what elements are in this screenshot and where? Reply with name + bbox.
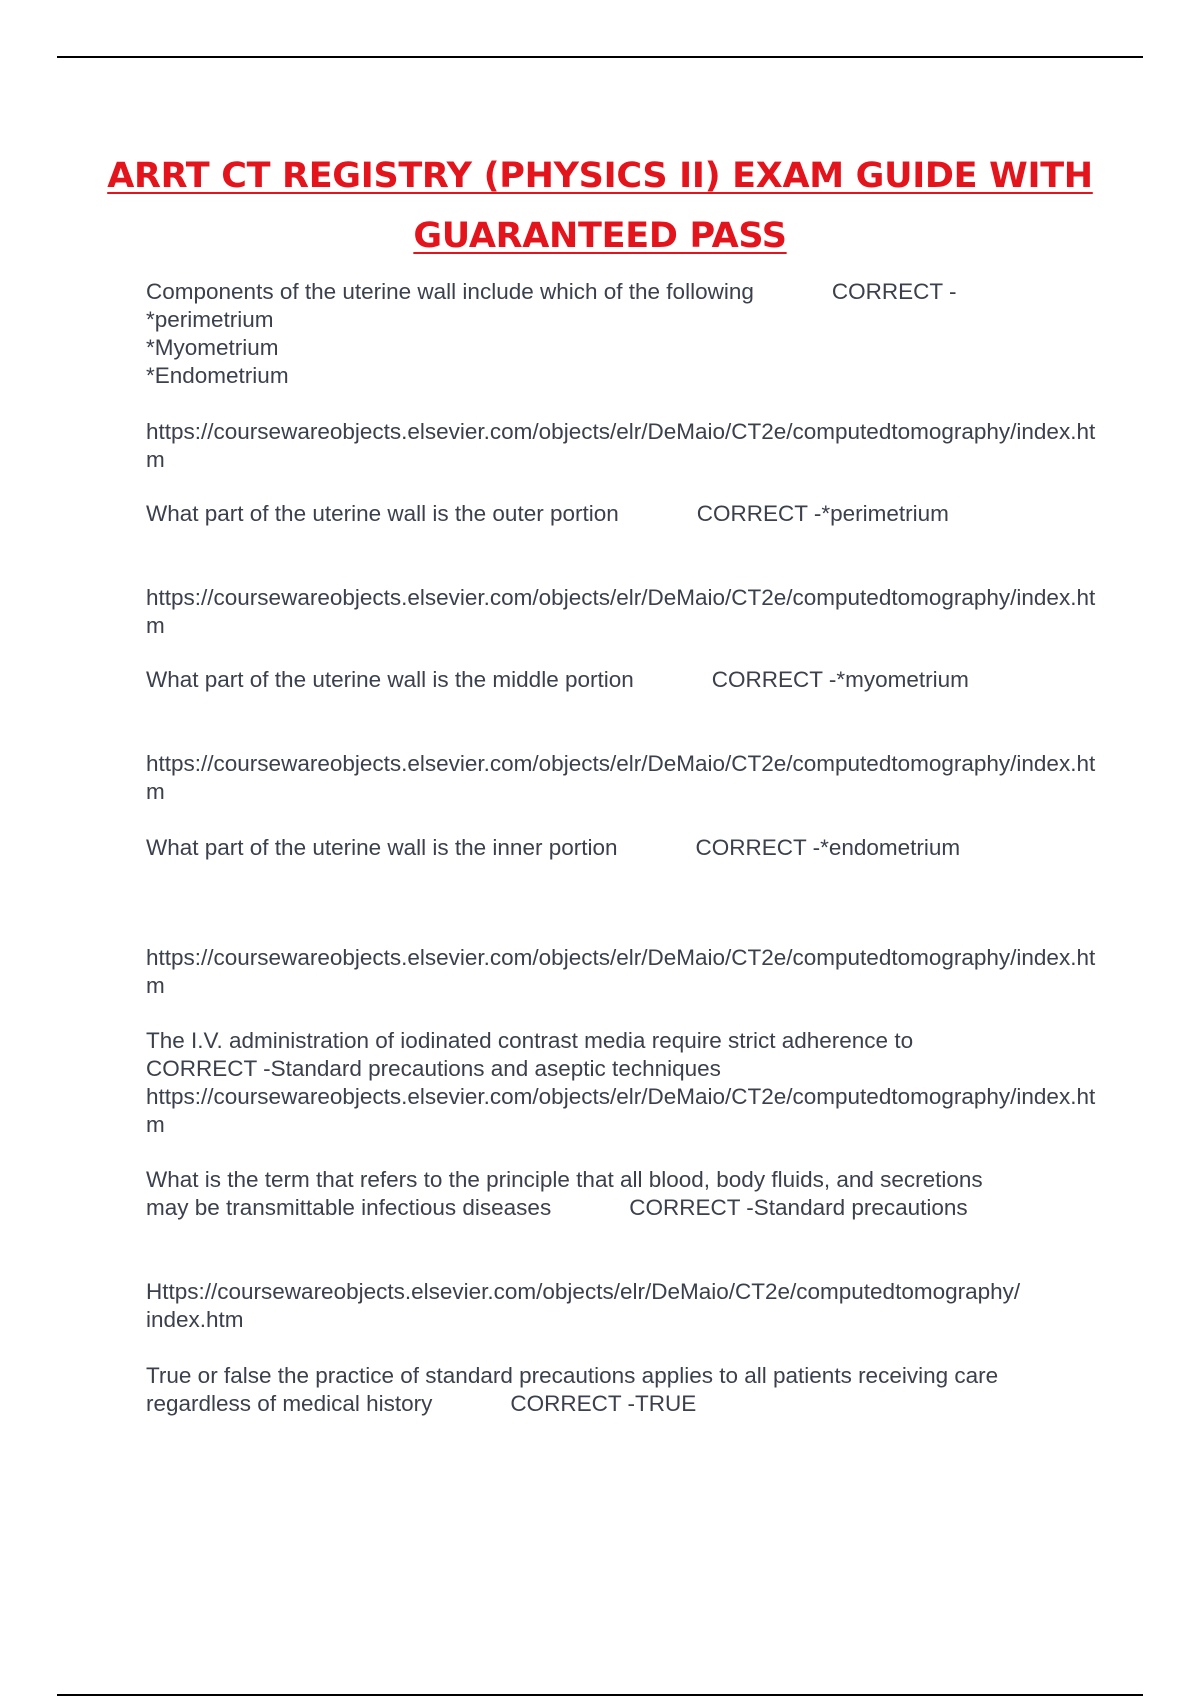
answer-text: CORRECT -*endometrium [695,835,961,860]
qa-item-7 [146,1362,1096,1418]
document-title [100,146,1100,266]
question-text: What part of the uterine wall is the outer portion [146,501,619,526]
question-text-line-1: True or false the practice of standard precautions applies to all patients receiving care [146,1363,999,1388]
reference-link-3 [146,750,1096,806]
question-text-line-2: regardless of medical history [146,1391,433,1416]
reference-url-line-2[interactable]: index.htm [146,1307,244,1332]
answer-text: CORRECT -Standard precautions [629,1195,968,1220]
reference-url[interactable]: https://coursewareobjects.elsevier.com/objects/elr/DeMaio/CT2e/computedtomography/index.htm [146,1084,1096,1137]
reference-url[interactable]: https://coursewareobjects.elsevier.com/objects/elr/DeMaio/CT2e/computedtomography/index.htm [146,945,1096,998]
answer-text: CORRECT -*myometrium [711,667,969,692]
question-text: The I.V. administration of iodinated contrast media require strict adherence to [146,1028,914,1053]
reference-link-1 [146,418,1096,474]
answer-text: CORRECT -*perimetrium [696,501,949,526]
question-text-line-1: What is the term that refers to the principle that all blood, body fluids, and secretions [146,1167,983,1192]
reference-url[interactable]: https://coursewareobjects.elsevier.com/objects/elr/DeMaio/CT2e/computedtomography/index.htm [146,585,1096,638]
title-line-2: GUARANTEED PASS [413,216,787,256]
header-rule [57,56,1143,58]
reference-link-4 [146,944,1096,1000]
answer-line: *Myometrium [146,335,279,360]
question-text: Components of the uterine wall include which of the following [146,279,754,304]
question-text: What part of the uterine wall is the inner portion [146,835,618,860]
footer-rule [57,1694,1143,1696]
qa-item-4 [146,834,1096,862]
qa-item-2 [146,500,1096,528]
qa-item-5 [146,1027,1096,1139]
answer-line: *perimetrium [146,307,274,332]
reference-url[interactable]: https://coursewareobjects.elsevier.com/objects/elr/DeMaio/CT2e/computedtomography/index.htm [146,751,1096,804]
reference-url-line-1[interactable]: Https://coursewareobjects.elsevier.com/objects/elr/DeMaio/CT2e/computedtomography/ [146,1279,1021,1304]
qa-item-1 [146,278,1096,390]
answer-text: CORRECT -Standard precautions and aseptic techniques [146,1056,721,1081]
qa-item-6 [146,1166,1096,1222]
question-text-line-2: may be transmittable infectious diseases [146,1195,552,1220]
title-line-1: ARRT CT REGISTRY (PHYSICS II) EXAM GUIDE WITH [107,156,1093,196]
answer-text: CORRECT -TRUE [510,1391,697,1416]
reference-link-5 [146,1278,1096,1334]
answer-line: *Endometrium [146,363,289,388]
reference-link-2 [146,584,1096,640]
reference-url[interactable]: https://coursewareobjects.elsevier.com/objects/elr/DeMaio/CT2e/computedtomography/index.htm [146,419,1096,472]
qa-item-3 [146,666,1096,694]
question-text: What part of the uterine wall is the middle portion [146,667,634,692]
answer-prefix: CORRECT - [831,279,957,304]
